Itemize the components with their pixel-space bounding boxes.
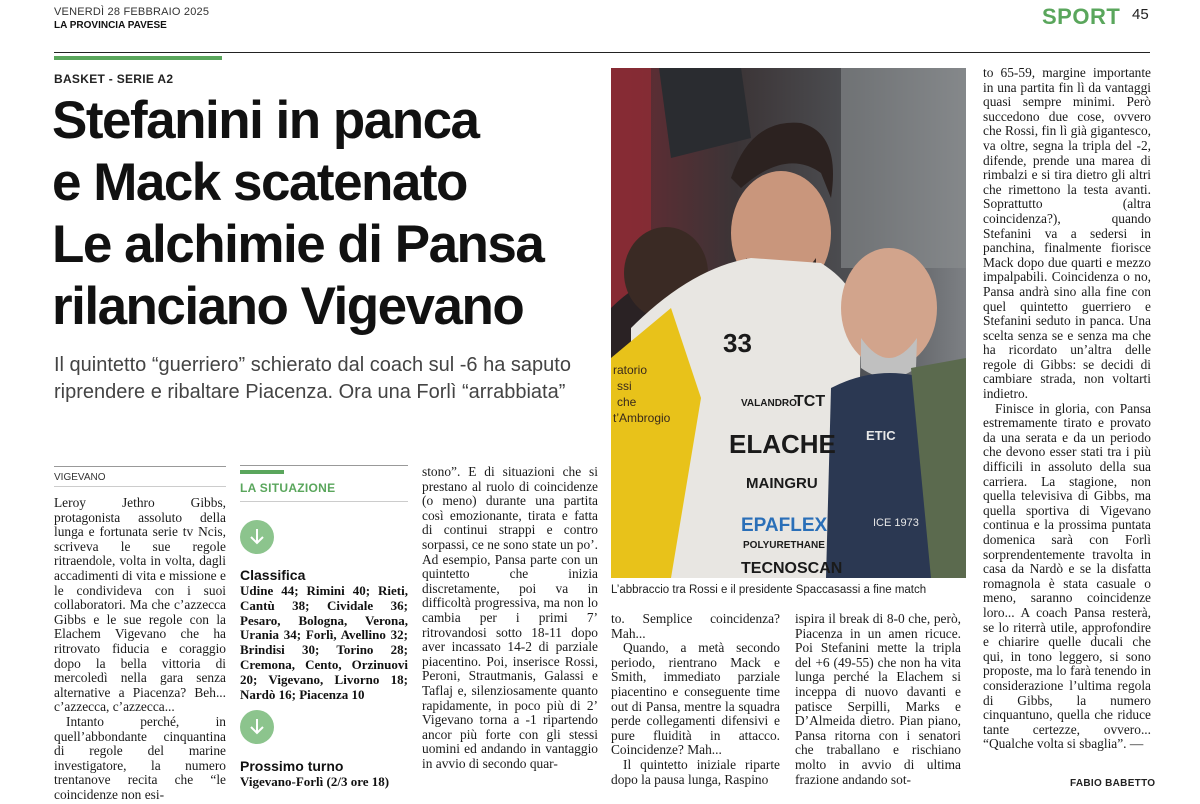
article-photo	[611, 68, 966, 578]
article-column-4	[795, 612, 961, 787]
photo-text: ICE 1973	[873, 517, 919, 529]
column-rule	[54, 466, 226, 467]
paragraph: Leroy Jethro Gibbs, protagonista assoluto della lunga e fortunata serie tv Ncis, scriveva le sue regole ritraendole, volta in volta, dagli accadimenti di vita e missione e le condivideva con i suoi collaboratori. Ma che c’azzecca Gibbs e le sue regole con la Elachem Vigevano che ha ritrovato fiducia e coraggio dopo la bella vittoria di mercoledì nella gara senza alternative a Piacenza? Beh... c’azzecca, c’azzecca...	[54, 495, 226, 715]
photo-text: 33	[723, 328, 752, 358]
column-rule	[54, 486, 226, 487]
header-date: VENERDÌ 28 FEBBRAIO 2025	[54, 6, 210, 18]
next-round-text: Vigevano-Forlì (2/3 ore 18)	[240, 774, 390, 789]
photo-text: ELACHE	[729, 429, 836, 459]
paragraph: Il quintetto iniziale riparte dopo la pausa lunga, Raspino	[611, 756, 780, 787]
article-column-5	[983, 66, 1151, 752]
article-dateline: VIGEVANO	[54, 472, 106, 483]
photo-text: EPAFLEX	[741, 515, 828, 536]
photo-text: che	[617, 395, 637, 409]
article-column-2	[422, 465, 598, 771]
article-subtitle	[54, 352, 602, 406]
arrow-down-icon	[240, 520, 274, 554]
article-kicker: BASKET - SERIE A2	[54, 72, 174, 86]
subtitle-line: riprendere e ribaltare Piacenza. Ora una Forlì “arrabbiata”	[54, 381, 566, 403]
next-round-heading: Prossimo turno	[240, 758, 344, 774]
kicker-accent-bar	[54, 56, 222, 60]
paragraph: Finisce in gloria, con Pansa estremamente tirato e provato da una serata e da un periodo che devono esser stati tra i più difficili in assoluto della sua carriera. La stagione, non quella televisiva di Gibbs, ma quella sportiva di Vigevano continua e la prossima puntata domenica sarà con Forlì sorprendentemente travolta in casa da Nardò e se la disfatta romagnola è stata casuale o meno, saranno coincidenze loro... A coach Pansa resterà, se lo riterrà utile, approfondire e chiarire quelle ducali che qui, in tono leggero, si sono proposte, ma lo farà tenendo in considerazione l’ultima regola di Gibbs, la numero cinquantuno, quella che riduce tante certezze, ovvero... “Qualche volta si sbaglia”. —	[983, 400, 1151, 752]
situation-accent-bar	[240, 470, 284, 474]
subtitle-line: Il quintetto “guerriero” schierato dal coach sul -6 ha saputo	[54, 354, 571, 376]
standings-heading: Classifica	[240, 567, 306, 583]
article-column-1	[54, 496, 226, 802]
paragraph: to 65-59, margine importante in una partita fin lì da vantaggi quasi sempre minimi. Però succedono due cose, ovvero che Rossi, fin lì già gigantesco, va oltre, segna la tripla del -2, difende, prende una marea di rimbalzi e si tira dietro gli altri che rimettono la testa avanti. Soprattutto (altra coincidenza?), quando Stefanini va a sedersi in panchina, finalmente fiorisce Mack dopo due quarti e mezzo impalpabili. Coincidenza o no, Pansa andrà sino alla fine con quel quintetto guerriero e Stefanini seduto in panca. Una scelta senza se e senza ma che ha ricordato un’altra delle regole di Gibbs: se decidi di cambiare strada, non voltarti indietro.	[983, 65, 1151, 402]
situation-rule	[240, 501, 408, 502]
paragraph: to. Semplice coincidenza? Mah...	[611, 611, 780, 641]
paragraph: Quando, a metà secondo periodo, rientrano Mack e Smith, immediato parziale piacentino e conseguente time out di Pansa, mentre la squadra perde collegamenti difensivi e pure fluidità in attacco. Coincidenze? Mah...	[611, 640, 780, 758]
header-page-number: 45	[1132, 6, 1149, 23]
paragraph: ispira il break di 8-0 che, però, Piacenza in un amen ricuce. Poi Stefanini mette la tripla del +6 (49-55) che non ha vita lunga perché la Elachem si inceppa di nuovo davanti e patisce Serpilli, Marks e D’Almeida dietro. Pian piano, Pansa ritorna con i senatori che traballano e rischiano molto in avvio di ultima frazione andando sot-	[795, 611, 961, 787]
title-line: Le alchimie di Pansa	[52, 215, 544, 274]
article-title	[52, 90, 612, 338]
header-publication: LA PROVINCIA PAVESE	[54, 20, 167, 31]
photo-text: TCT	[794, 393, 826, 410]
paragraph: stono”. E di situazioni che si prestano al ruolo di coincidenze (o meno) durante una partita così emozionante, tirata e fatta di continui strappi e contro sorpassi, ce ne sono state un po’. Ad esempio, Pansa parte con un quintetto che inizia discretamente, poi va in difficoltà progressiva, ma non lo cambia per i primi 7’ ritrovandosi sotto 18-11 dopo aver incassato 14-2 di parziale piacentino. Poi, inserisce Rossi, Peroni, Strautmanis, Galassi e Taflaj e, silenziosamente quanto rapidamente, in poco più di 2’ Vigevano torna a -1 ripartendo ancor più forte con gli stessi uomini ed andando in vantaggio in avvio di secondo quar-	[422, 464, 598, 771]
title-line: rilanciano Vigevano	[52, 277, 524, 336]
title-line: e Mack scatenato	[52, 153, 467, 212]
photo-text: t’Ambrogio	[613, 411, 671, 425]
arrow-down-icon	[240, 710, 274, 744]
photo-text: POLYURETHANE	[743, 540, 825, 551]
standings-text: Udine 44; Rimini 40; Rieti, Cantù 38; Cividale 36; Pesaro, Bologna, Verona, Urania 34; Forlì, Avellino 32; Brindisi 30; Torino 28; Cremona, Cento, Orzinuovi 20; Vigevano, Livorno 18; Nardò 16; Piacenza 10	[240, 583, 408, 702]
title-line: Stefanini in panca	[52, 91, 479, 150]
header-section: SPORT	[1042, 4, 1121, 29]
article-column-3	[611, 612, 780, 787]
photo-text: ssi	[617, 379, 632, 393]
situation-title: LA SITUAZIONE	[240, 481, 336, 495]
photo-text: ratorio	[613, 363, 648, 377]
photo-text: MAINGRU	[746, 475, 818, 492]
paragraph: Intanto perché, in quell’abbondante cinquantina di regole del marine investigatore, la numero trentanove recita che “le coincidenze non esi-	[54, 713, 226, 802]
header-rule	[54, 52, 1150, 53]
photo-text: ETIC	[866, 428, 896, 443]
photo-caption: L’abbraccio tra Rossi e il presidente Spaccasassi a fine match	[611, 584, 927, 596]
article-byline: FABIO BABETTO	[1070, 778, 1156, 789]
photo-text: TECNOSCAN	[741, 560, 843, 577]
photo-text: VALANDRO	[741, 398, 797, 409]
situation-rule	[240, 465, 408, 466]
